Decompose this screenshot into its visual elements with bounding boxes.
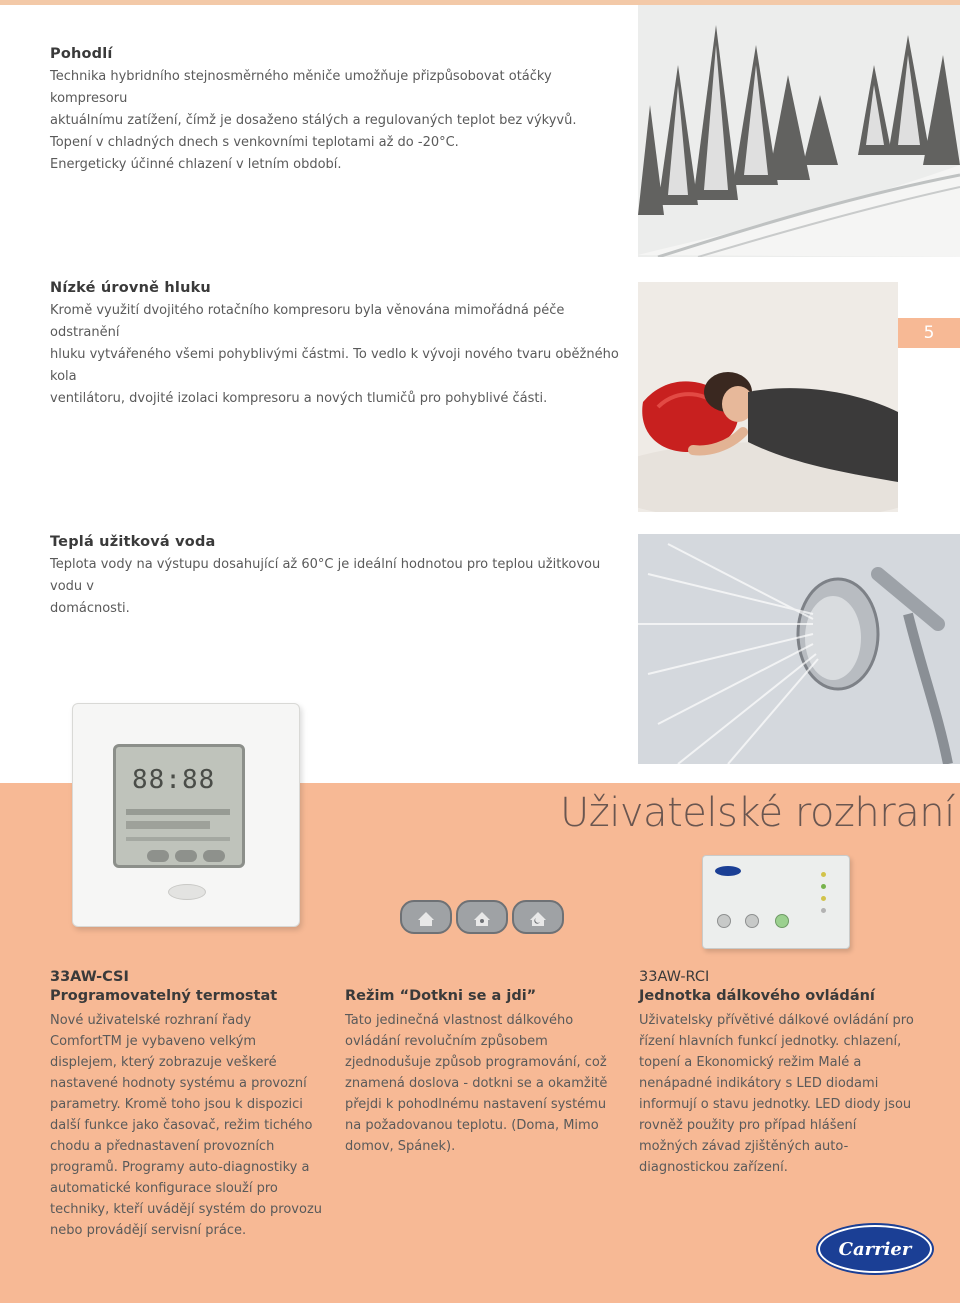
remote-text: Uživatelsky přívětivé dálkové ovládání pro řízení hlavních funkcí jednotky. chlazení, topení a Ekonomický režim Malé a nenápadné indikátory s LED diodami informují o stavu jednotky. LED diody jsou rovněž použity pro případ hlášení možných závad zjištěných auto-diagnostickou zařízení. (639, 1013, 914, 1175)
shower-photo (638, 534, 960, 764)
thermostat-digits: 88:88 (132, 765, 216, 795)
led-indicator-icon (821, 884, 826, 889)
sleeping-woman-photo (638, 282, 898, 512)
noise-line: hluku vytvářeného všemi pohyblivými částmi. To vedlo k vývoji nového tvaru oběžného kola (50, 347, 619, 384)
comfort-heading: Pohodlí (50, 46, 113, 62)
led-indicator-icon (821, 872, 826, 877)
water-heading: Teplá užitková voda (50, 534, 216, 550)
comfort-section (50, 46, 620, 176)
thermostat-code: 33AW-CSI (50, 969, 129, 985)
section-title: Uživatelské rozhraní (560, 790, 955, 836)
remote-button-1[interactable] (717, 914, 731, 928)
noise-line: Kromě využití dvojitého rotačního kompresoru byla věnována mimořádná péče odstranění (50, 303, 565, 340)
away-mode-button[interactable] (456, 900, 508, 934)
away-icon (458, 902, 506, 932)
remote-logo-icon (715, 866, 741, 876)
thermostat-text: Nové uživatelské rozhraní řady ComfortTM je vybaveno velkým displejem, který zobrazuje veškeré nastavené hodnoty systému a provozní parametry. Kromě toho jsou k dispozici další funkce jako časovač, režim tichého chodu a přednastavení provozních programů. Programy auto-diagnostiky a automatické konfigurace slouží pro techniky, kteří uvádějí systém do provozu nebo provádějí servisní práce. (50, 1013, 323, 1238)
noise-line: ventilátoru, dvojité izolaci kompresoru a nových tlumičů pro pohyblivé části. (50, 391, 548, 406)
water-line: Teplota vody na výstupu dosahující až 60°C je ideální hodnotou pro teplou užitkovou vodu v (50, 557, 601, 594)
touch-and-go-column (345, 987, 615, 1157)
comfort-line: aktuálnímu zatížení, čímž je dosaženo stálých a regulovaných teplot bez výkyvů. (50, 113, 577, 128)
thermostat-button-2[interactable] (175, 850, 197, 862)
remote-code: 33AW-RCI (639, 969, 710, 985)
led-indicator-icon (821, 896, 826, 901)
carrier-logo (818, 1225, 932, 1273)
touch-and-go-subtitle: Režim “Dotkni se a jdi” (345, 988, 537, 1004)
remote-control-unit (702, 855, 850, 949)
sleep-icon (514, 902, 562, 932)
comfort-line: Energeticky účinné chlazení v letním období. (50, 157, 342, 172)
home-mode-button[interactable] (400, 900, 452, 934)
thermostat-column (50, 968, 325, 1241)
remote-button-3[interactable] (775, 914, 789, 928)
page-number: 5 (898, 318, 960, 348)
thermostat-button-3[interactable] (203, 850, 225, 862)
water-line: domácnosti. (50, 601, 130, 616)
remote-subtitle: Jednotka dálkového ovládání (639, 988, 875, 1004)
thermostat-device (72, 703, 300, 927)
carrier-logo-text: Carrier (838, 1238, 912, 1260)
home-icon (402, 902, 450, 932)
remote-button-2[interactable] (745, 914, 759, 928)
touch-and-go-text: Tato jedinečná vlastnost dálkového ovládání revolučním způsobem zjednodušuje způsob programování, což znamená doslova - dotkni se a okamžitě přejdi k pohodlnému nastavení systému na požadovanou teplotu. (Doma, Mimo domov, Spánek). (345, 1013, 608, 1154)
sleep-mode-button[interactable] (512, 900, 564, 934)
thermostat-button-1[interactable] (147, 850, 169, 862)
snowy-road-photo (638, 5, 960, 257)
led-indicator-icon (821, 908, 826, 913)
comfort-line: Technika hybridního stejnosměrného měniče umožňuje přizpůsobovat otáčky kompresoru (50, 69, 552, 106)
noise-heading: Nízké úrovně hluku (50, 280, 211, 296)
thermostat-subtitle: Programovatelný termostat (50, 988, 278, 1004)
comfort-line: Topení v chladných dnech s venkovními teplotami až do -20°C. (50, 135, 459, 150)
thermostat-logo-icon (168, 884, 206, 900)
water-section (50, 534, 630, 620)
noise-section (50, 280, 630, 410)
remote-column (639, 968, 914, 1178)
